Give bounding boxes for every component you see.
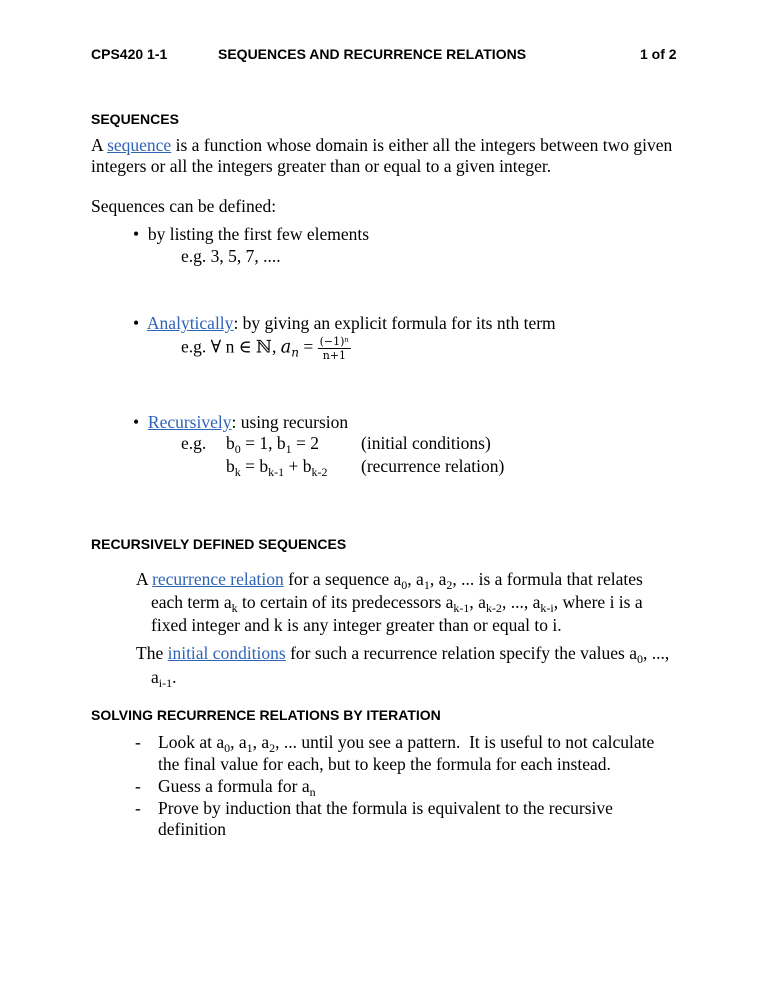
sequence-definition-line2: integers or all the integers greater than or equal to a given integer. — [91, 156, 552, 176]
recurrence-relation-line1: A recurrence relation for a sequence $a_0$, $a_1$, $a_2$, ... is a formula that relates — [136, 569, 643, 592]
iteration-item-3-line1: Prove by induction that the formula is equivalent to the recursive — [158, 798, 613, 818]
recurrence-relation-link[interactable]: recurrence relation — [152, 569, 284, 589]
example-listing: e.g. 3, 5, 7, .... — [181, 246, 281, 266]
page-title: SEQUENCES AND RECURRENCE RELATIONS — [218, 46, 527, 62]
course-code: CPS420 1-1 — [91, 46, 168, 62]
bullet-analytic: • Analytically: by giving an explicit formula for its nth term — [133, 313, 556, 333]
iteration-dash-3: - — [135, 798, 141, 818]
iteration-item-2: Guess a formula for $a_n$ — [158, 776, 316, 799]
analytic-example: e.g. ∀ n ∈ ℕ, $a_n$ = $\frac{\text{(−1)ⁿ}}{n+1}$ — [181, 335, 350, 362]
recursive-relation: $b_k = b_{k-1} + b_{k-2}$ — [226, 456, 328, 479]
recursive-initial-conditions: $b_0 = 1$, $b_1 = 2$ — [226, 433, 319, 456]
bullet-listing: • by listing the first few elements — [133, 224, 370, 244]
recursive-relation-label: (recurrence relation) — [361, 456, 505, 476]
recurrence-relation-line3: fixed integer and k is any integer greater than or equal to i. — [151, 615, 562, 635]
initial-conditions-line2: $a_{i-1}$. — [151, 667, 177, 690]
initial-conditions-line1: The initial conditions for such a recurrence relation specify the values $a_0$, ..., — [136, 643, 670, 666]
iteration-dash-2: - — [135, 776, 141, 796]
recurrence-relation-line2: each term $a_k$ to certain of its predecessors $a_{k-1}$, $a_{k-2}$, ..., $a_{k-i}$, where i is a — [151, 592, 643, 615]
sequence-link[interactable]: sequence — [107, 135, 172, 155]
iteration-item-1-line1: Look at $a_0$, $a_1$, $a_2$, ... until you see a pattern. It is useful to not calculate — [158, 732, 655, 755]
recursively-link[interactable]: Recursively — [147, 412, 232, 432]
analytic-fraction: $\frac{\text{(−1)ⁿ}}{n+1}$ — [319, 335, 350, 362]
recursive-section-heading: RECURSIVELY DEFINED SEQUENCES — [91, 536, 347, 552]
iteration-item-3-line2: definition — [158, 819, 227, 839]
recursive-initial-label: (initial conditions) — [361, 433, 491, 453]
sequences-intro: Sequences can be defined: — [91, 196, 277, 216]
iteration-section-heading: SOLVING RECURRENCE RELATIONS BY ITERATION — [91, 707, 441, 723]
bullet-recursive: • Recursively: using recursion — [133, 412, 349, 432]
recursive-eg: e.g. — [181, 433, 207, 453]
analytically-link[interactable]: Analytically — [146, 313, 234, 333]
sequences-heading: SEQUENCES — [91, 111, 179, 127]
page-number: 1 of 2 — [640, 46, 677, 62]
iteration-dash-1: - — [135, 732, 141, 752]
initial-conditions-link[interactable]: initial conditions — [167, 643, 286, 663]
sequence-definition-line1: A sequence is a function whose domain is either all the integers between two given — [91, 135, 673, 155]
iteration-item-1-line2: the final value for each, but to keep the formula for each instead. — [158, 754, 611, 774]
